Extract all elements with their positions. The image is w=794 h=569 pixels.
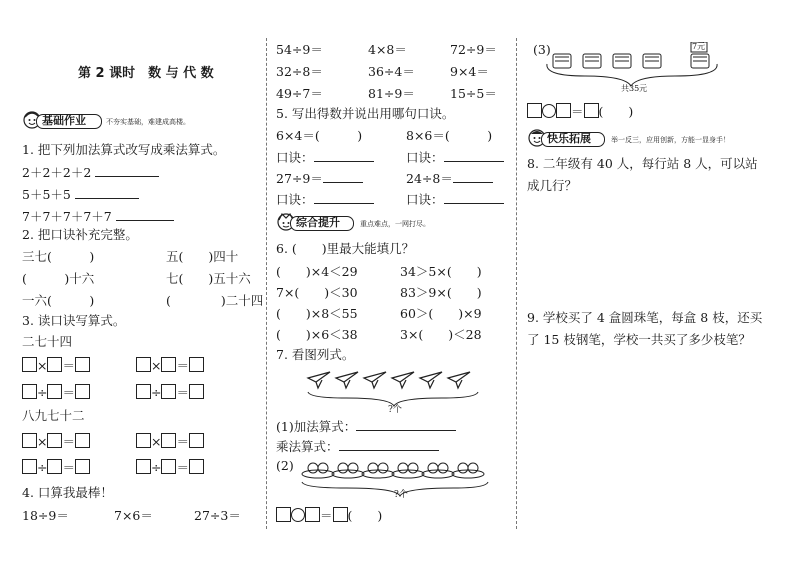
blank-box[interactable]	[189, 433, 204, 448]
equation-blanks: × ＝	[22, 357, 90, 374]
oral-calc[interactable]: 7×6＝	[114, 508, 153, 523]
oral-calc[interactable]: 4×8＝	[368, 42, 407, 57]
peach-plate-icon	[452, 463, 484, 478]
q2-cell[interactable]: 七( )五十六	[166, 271, 251, 286]
oral-calc[interactable]: 81÷9＝	[368, 86, 415, 101]
oral-calc[interactable]: 72÷9＝	[450, 42, 497, 57]
q6-item[interactable]: 34＞5×( )	[400, 264, 482, 279]
oral-calc[interactable]: 32÷8＝	[276, 64, 323, 79]
banner-label: 综合提升	[296, 216, 340, 229]
answer-line[interactable]	[339, 438, 439, 451]
oral-calc[interactable]: 15÷5＝	[450, 86, 497, 101]
q7-part1: (1)加法算式：	[276, 418, 456, 435]
blank-box[interactable]	[75, 433, 90, 448]
blank-box[interactable]	[161, 384, 176, 399]
oral-calc[interactable]: 18÷9＝	[22, 508, 69, 523]
q2-cell[interactable]: ( )十六	[22, 271, 95, 286]
page-title: 第 2 课时 数 与 代 数	[78, 66, 214, 81]
q7-heading: 7. 看图列式。	[276, 347, 355, 362]
equation-blanks: × ＝	[22, 433, 90, 450]
question-mark-label: ?个	[394, 490, 408, 500]
q1-item: 5＋5＋5	[22, 186, 139, 203]
peach-plate-icon	[362, 463, 394, 478]
blank-circle[interactable]	[291, 508, 305, 522]
q1-item: 7＋7＋7＋7＋7	[22, 208, 174, 225]
equation-blanks: ÷ ＝	[22, 459, 90, 476]
blank-box[interactable]	[189, 459, 204, 474]
answer-line[interactable]	[116, 208, 174, 221]
q2-cell[interactable]: ( )二十四	[166, 293, 264, 308]
blank-box[interactable]	[189, 357, 204, 372]
answer-line[interactable]	[314, 191, 374, 204]
oral-calc[interactable]: 49÷7＝	[276, 86, 323, 101]
equation-blanks: ÷ ＝	[136, 384, 204, 401]
blank-box[interactable]	[22, 384, 37, 399]
column-divider-1	[266, 38, 267, 529]
oral-calc[interactable]: 9×4＝	[450, 64, 489, 79]
q1-item: 2＋2＋2＋2	[22, 164, 159, 181]
paper-plane-icon	[308, 372, 470, 388]
blank-box[interactable]	[47, 357, 62, 372]
blank-box[interactable]	[47, 459, 62, 474]
blank-box[interactable]	[47, 433, 62, 448]
oral-calc[interactable]: 36÷4＝	[368, 64, 415, 79]
q5-item: 24÷8＝	[406, 170, 493, 187]
column-divider-2	[516, 38, 517, 529]
question-mark-label: ?个	[388, 405, 402, 415]
blank-box[interactable]	[22, 357, 37, 372]
equation-blanks: ＝ ( )	[527, 103, 633, 120]
banner-label: 基础作业	[42, 114, 86, 127]
banner-slogan: 不夯实基础，难建成高楼。	[106, 118, 190, 126]
q7-part2-label: (2)	[276, 458, 294, 473]
answer-line[interactable]	[444, 191, 504, 204]
rhyme-answer: 口诀：	[406, 149, 504, 166]
banner-basic	[22, 113, 262, 129]
q7-mult: 乘法算式：	[276, 438, 439, 455]
rhyme-answer: 口诀：	[276, 149, 374, 166]
banner-improve	[276, 215, 510, 231]
q5-heading: 5. 写出得数并说出用哪句口诀。	[276, 106, 455, 121]
cup-icon	[583, 54, 601, 68]
peach-plate-icon	[302, 463, 334, 478]
blank-box[interactable]	[527, 103, 542, 118]
blank-box[interactable]	[75, 384, 90, 399]
blank-box[interactable]	[22, 433, 37, 448]
q6-item[interactable]: 7×( )＜30	[276, 285, 358, 300]
banner-extend	[527, 131, 777, 147]
equation-blanks: ＝ ( )	[276, 507, 382, 524]
price-tag: 7元	[692, 42, 706, 51]
peach-plate-icon	[332, 463, 364, 478]
q6-item[interactable]: ( )×4＜29	[276, 264, 358, 279]
blank-box[interactable]	[136, 433, 151, 448]
oral-calc[interactable]: 27÷3＝	[194, 508, 241, 523]
q5-item[interactable]: 8×6＝( )	[406, 128, 493, 143]
q6-item[interactable]: 60＞( )×9	[400, 306, 482, 321]
q3-rhyme: 八九七十二	[22, 408, 85, 423]
blank-box[interactable]	[584, 103, 599, 118]
answer-line[interactable]	[444, 149, 504, 162]
answer-line[interactable]	[314, 149, 374, 162]
blank-box[interactable]	[47, 384, 62, 399]
equation-blanks: × ＝	[136, 357, 204, 374]
q2-cell[interactable]: 三七( )	[22, 249, 95, 264]
q8-text: 8. 二年级有 40 人，每行站 8 人，可以站	[527, 156, 758, 171]
answer-line[interactable]	[356, 418, 456, 431]
equation-blanks: ÷ ＝	[22, 384, 90, 401]
answer-line[interactable]	[453, 170, 493, 183]
equation-blanks: ÷ ＝	[136, 459, 204, 476]
q4-heading: 4. 口算我最棒！	[22, 485, 113, 500]
q2-cell[interactable]: 五( )四十	[166, 249, 239, 264]
blank-box[interactable]	[189, 384, 204, 399]
oral-calc[interactable]: 54÷9＝	[276, 42, 323, 57]
blank-box[interactable]	[136, 357, 151, 372]
blank-box[interactable]	[161, 433, 176, 448]
q6-item[interactable]: ( )×6＜38	[276, 327, 358, 342]
rhyme-answer: 口诀：	[406, 191, 504, 208]
q6-item[interactable]: 83＞9×( )	[400, 285, 482, 300]
q9-text: 9. 学校买了 4 盒圆珠笔，每盒 8 枝，还买	[527, 310, 763, 325]
q8-text: 成几行？	[527, 178, 578, 193]
q6-item[interactable]: 3×( )＜28	[400, 327, 482, 342]
total-price-label: 共35元	[621, 84, 648, 93]
cup-icon	[643, 54, 661, 68]
answer-line[interactable]	[75, 186, 139, 199]
q7-part3-label: (3)	[533, 42, 551, 57]
cup-icon	[613, 54, 631, 68]
blank-box[interactable]	[136, 459, 151, 474]
q9-text: 了 15 枝钢笔，学校一共买了多少枝笔？	[527, 332, 751, 347]
blank-box[interactable]	[161, 357, 176, 372]
equation-blanks: × ＝	[136, 433, 204, 450]
rhyme-answer: 口诀：	[276, 191, 374, 208]
banner-slogan: 重点难点，一网打尽。	[360, 220, 430, 228]
answer-line[interactable]	[95, 164, 159, 177]
q1-heading: 1. 把下列加法算式改写成乘法算式。	[22, 142, 226, 157]
cup-icon	[553, 54, 571, 68]
q3-heading: 3. 读口诀写算式。	[22, 313, 126, 328]
q3-rhyme: 二七十四	[22, 334, 73, 349]
q6-heading: 6. ( )里最大能填几？	[276, 241, 415, 256]
peach-plate-icon	[392, 463, 424, 478]
banner-slogan: 举一反三，应用创新，方能一显身手！	[611, 136, 730, 144]
peach-plate-icon	[422, 463, 454, 478]
banner-label: 快乐拓展	[547, 132, 591, 145]
blank-box[interactable]	[75, 357, 90, 372]
cup-icon	[691, 54, 709, 68]
blank-box[interactable]	[22, 459, 37, 474]
blank-box[interactable]	[305, 507, 320, 522]
blank-box[interactable]	[276, 507, 291, 522]
blank-box[interactable]	[161, 459, 176, 474]
blank-box[interactable]	[556, 103, 571, 118]
q6-item[interactable]: ( )×8＜55	[276, 306, 358, 321]
blank-box[interactable]	[333, 507, 348, 522]
q2-heading: 2. 把口诀补充完整。	[22, 227, 138, 242]
blank-box[interactable]	[136, 384, 151, 399]
q5-item: 27÷9＝	[276, 170, 363, 187]
answer-line[interactable]	[323, 170, 363, 183]
q5-item[interactable]: 6×4＝( )	[276, 128, 363, 143]
q2-cell[interactable]: 一六( )	[22, 293, 95, 308]
blank-box[interactable]	[75, 459, 90, 474]
blank-circle[interactable]	[542, 104, 556, 118]
